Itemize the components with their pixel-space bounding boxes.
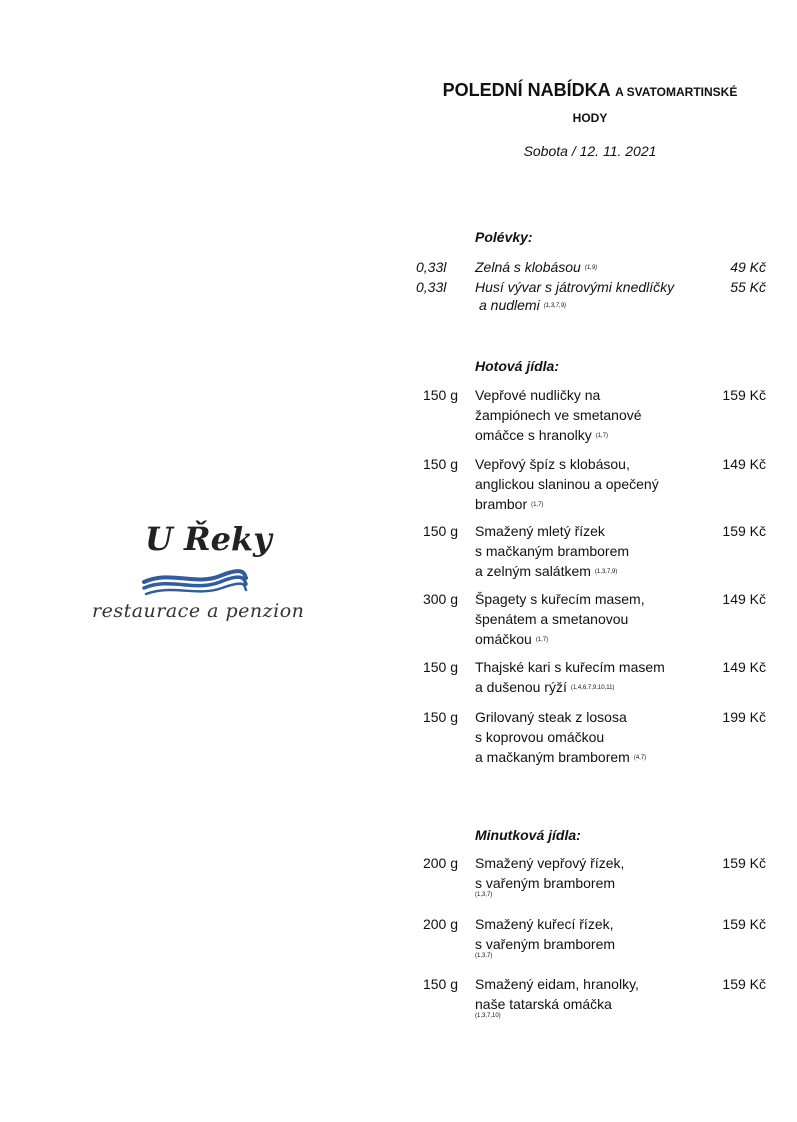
item-name: Husí vývar s játrovými knedlíčky a nudlemi $^{(1,3,7,9)}$ (475, 279, 675, 313)
item-quantity: 150 g (422, 976, 458, 992)
item-quantity: 150 g (422, 456, 458, 472)
item-allergens: (1,9) (584, 265, 598, 271)
item-name: Grilovaný steak z lososa s koprovou omáčkou a mačkaným bramborem $^{(4,7)}$ (475, 709, 647, 765)
item-price: 159 Kč (722, 387, 766, 403)
item-quantity: 0,33l (416, 259, 447, 275)
item-quantity: 150 g (422, 659, 458, 675)
logo-name: U Řeky (145, 520, 272, 558)
item-name: Zelná s klobásou $^{(1,9)}$ (475, 259, 598, 275)
title-line2: HODY (572, 111, 608, 125)
section-heading-soups: Polévky: (475, 229, 533, 245)
page-title (400, 80, 780, 101)
title-main: POLEDNÍ NABÍDKA (442, 80, 611, 100)
item-price: 159 Kč (722, 523, 766, 539)
item-quantity: 300 g (422, 591, 458, 607)
menu-date: Sobota / 12. 11. 2021 (523, 143, 657, 159)
item-price: 199 Kč (722, 709, 766, 725)
item-quantity: 150 g (422, 387, 458, 403)
item-allergens: (1,7) (531, 502, 544, 508)
item-allergens: (1,3,7) (475, 953, 493, 959)
item-allergens: (1,3,7,9) (594, 569, 618, 575)
item-name: Špagety s kuřecím masem, špenátem a smetanovou omáčkou $^{(1,7)}$ (475, 591, 645, 647)
item-quantity: 200 g (422, 916, 458, 932)
waves-icon (140, 568, 250, 598)
item-name: Smažený kuřecí řízek, s vařeným bramborem (1,3,7) (475, 914, 705, 961)
item-name: Smažený eidam, hranolky, naše tatarská omáčka (1,3,7,10) (475, 974, 705, 1021)
item-allergens: (1,3,7) (475, 892, 493, 898)
item-allergens: (1,7) (535, 637, 549, 643)
item-price: 159 Kč (722, 855, 766, 871)
item-quantity: 200 g (422, 855, 458, 871)
item-price: 149 Kč (722, 659, 766, 675)
restaurant-logo (80, 520, 310, 630)
item-price: 149 Kč (722, 456, 766, 472)
item-name: Vepřové nudličky na žampiónech ve smetanové omáčce s hranolky $^{(1,7)}$ (475, 387, 642, 443)
section-heading-ready-meals: Hotová jídla: (475, 358, 560, 374)
section-heading-minute-meals: Minutková jídla: (475, 827, 581, 843)
item-price: 55 Kč (730, 279, 766, 295)
item-name: Smažený mletý řízek s mačkaným bramborem a zelným salátkem $^{(1,3,7,9)}$ (475, 523, 630, 579)
title-small: A SVATOMARTINSKÉ (615, 85, 738, 99)
logo-subtitle: restaurace a penzion (92, 600, 305, 622)
item-quantity: 150 g (422, 523, 458, 539)
item-price: 159 Kč (722, 916, 766, 932)
item-allergens: (1,7) (595, 433, 609, 439)
item-allergens: (1,4,6,7,9,10,11) (570, 685, 615, 691)
item-name: Smažený vepřový řízek, s vařeným bramborem (1,3,7) (475, 853, 705, 900)
item-allergens: (1,3,7,10) (475, 1013, 501, 1019)
menu-header (400, 80, 780, 159)
item-name: Thajské kari s kuřecím masem a dušenou rýží $^{(1,4,6,7,9,10,11)}$ (475, 659, 665, 695)
item-name: Vepřový špíz s klobásou, anglickou slaninou a opečený brambor $^{(1,7)}$ (475, 456, 659, 512)
item-price: 49 Kč (730, 259, 766, 275)
item-quantity: 0,33l (416, 279, 447, 295)
item-quantity: 150 g (422, 709, 458, 725)
item-allergens: (1,3,7,9) (543, 303, 567, 309)
item-price: 159 Kč (722, 976, 766, 992)
item-price: 149 Kč (722, 591, 766, 607)
item-allergens: (4,7) (633, 755, 647, 761)
